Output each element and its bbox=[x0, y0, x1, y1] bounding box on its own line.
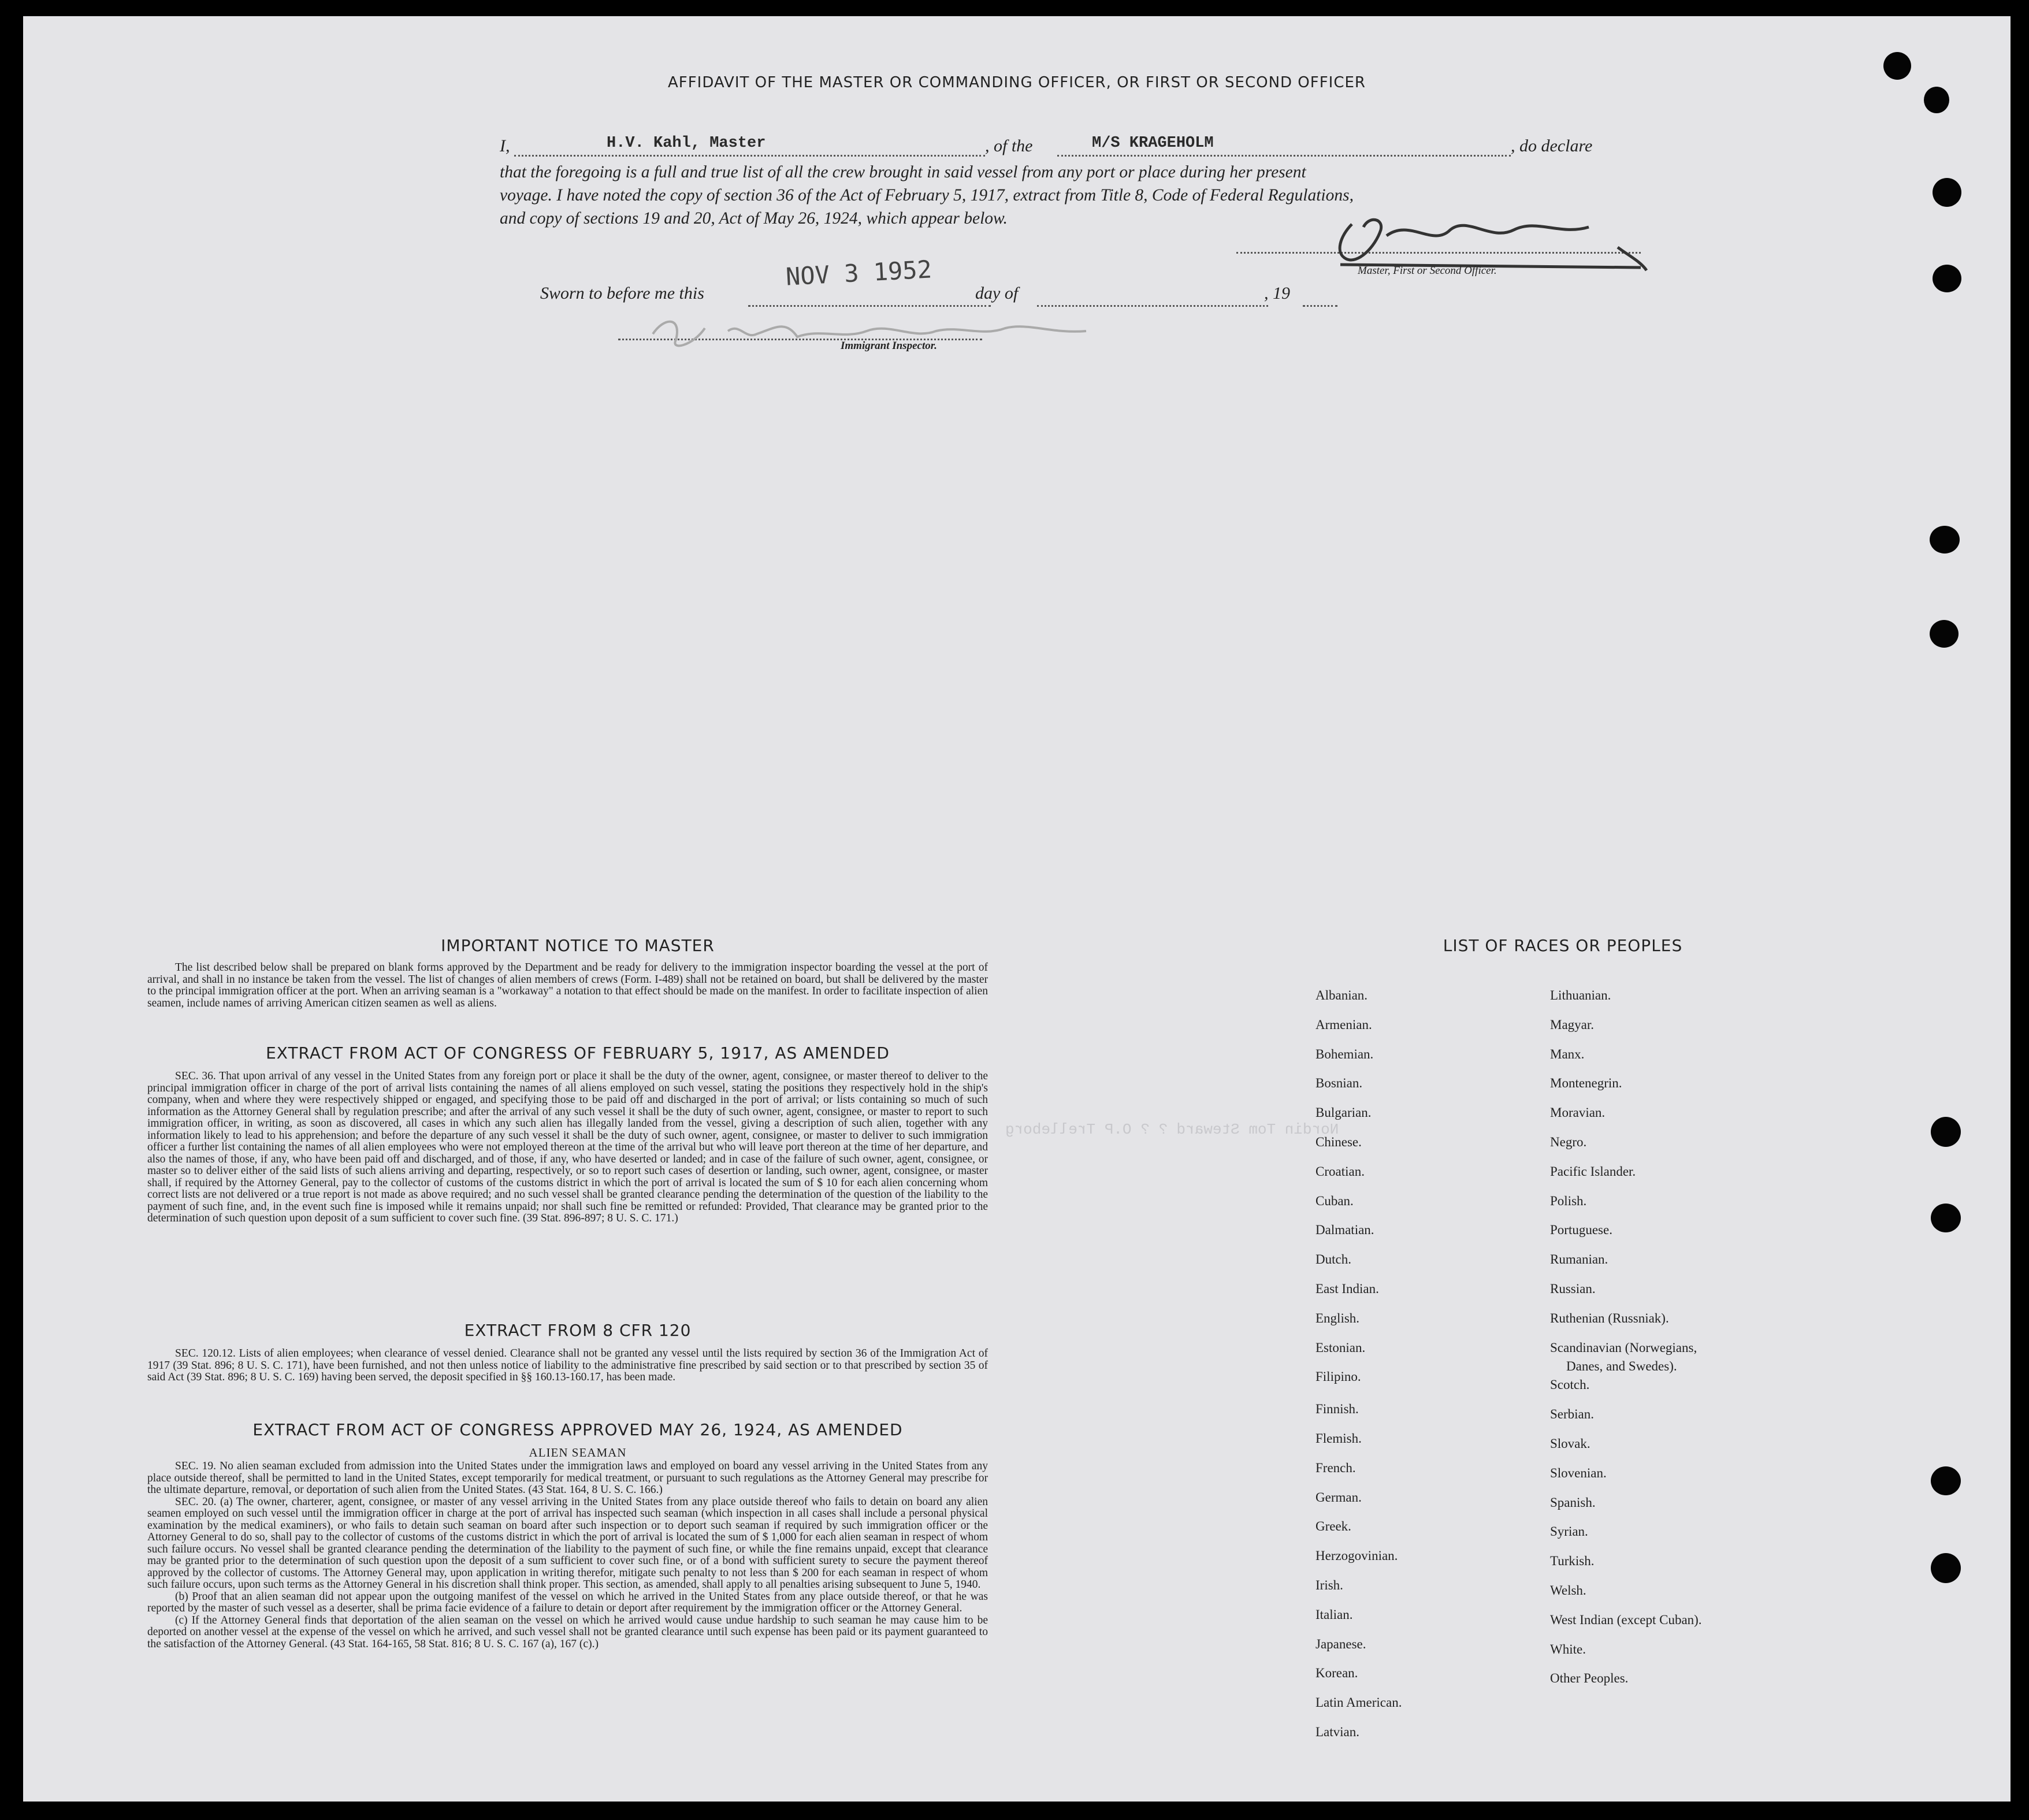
extract-cfr-title: EXTRACT FROM 8 CFR 120 bbox=[464, 1321, 692, 1340]
race-item: French. bbox=[1315, 1460, 1356, 1475]
notice-text: The list described below shall be prepared on blank forms approved by the Department and be ready for delivery to the immigration inspector boarding the vessel at the port of arrival, and shall in no instance be taken from the vessel. The list of changes of alien members of crews (Form. I-489) shall not be retained on board, but shall be delivered by the master to the principal immigration officer at the port. When an arriving seaman is a "workaway" a notation to that effect should be made on the manifest. In order to facilitate inspection of alien seamen, include names of arriving American citizen seamen as well as aliens. bbox=[147, 961, 988, 1009]
day-of-label: day of bbox=[975, 284, 1019, 303]
race-item: Dalmatian. bbox=[1315, 1223, 1374, 1238]
race-item: White. bbox=[1550, 1641, 1586, 1656]
sec-20b-paragraph: (b) Proof that an alien seaman did not appear upon the outgoing manifest of the vessel on which he arrived in the United States from any place outside thereof, or that he was reported by the master of such vessel as a deserter, shall be prima facie evidence of a failure to detain or deport after requirement by the immigration officer or the Attorney General. bbox=[147, 1590, 988, 1614]
race-item: Russian. bbox=[1550, 1282, 1596, 1296]
race-item: Portuguese. bbox=[1550, 1223, 1612, 1238]
race-item: West Indian (except Cuban). bbox=[1550, 1612, 1702, 1627]
affidavit-line-3: and copy of sections 19 and 20, Act of May 26, 1924, which appear below. bbox=[500, 209, 1008, 228]
year-prefix: , 19 bbox=[1264, 284, 1290, 303]
inspector-caption: Immigrant Inspector. bbox=[841, 340, 937, 352]
punch-hole bbox=[1924, 87, 1949, 113]
master-name-field: H.V. Kahl, Master bbox=[607, 135, 766, 152]
punch-hole bbox=[1933, 265, 1961, 292]
race-item: Korean. bbox=[1315, 1666, 1358, 1681]
punch-hole bbox=[1933, 178, 1961, 207]
race-item: Finnish. bbox=[1315, 1402, 1359, 1417]
month-line bbox=[1037, 288, 1268, 307]
i-label: I, bbox=[500, 136, 510, 155]
races-title: LIST OF RACES OR PEOPLES bbox=[1443, 936, 1683, 955]
race-item: Syrian. bbox=[1550, 1524, 1588, 1539]
race-item: Herzogovinian. bbox=[1315, 1548, 1398, 1563]
race-item: Negro. bbox=[1550, 1135, 1587, 1149]
sec-20a-paragraph: SEC. 20. (a) The owner, charterer, agent, consignee, or master of any vessel arriving in the United States from any place outside thereof who fails to detain on board any alien seamen employed on such vessel until the immigration officer in charge at the port of arrival has inspected such seaman (which inspection in all cases shall include a personal physical examination by the medical examiners), or who fails to detain such seaman on board after such inspection or to deport such seaman if required by such immigration officer or the Attorney General to do so, shall pay to the collector of customs of the customs district in which the port of arrival is located the sum of $ 1,000 for each alien seaman in respect of whom such failure occurs. No vessel shall be granted clearance pending the determination of the liability to the payment of such fine, or while the fine remains unpaid, except that clearance may be granted prior to the determination of such question upon the deposit of a sum sufficient to cover such fine, or of a bond with sufficient surety to secure the payment thereof approved by the collector of customs. The Attorney General may, upon application in writing therefor, mitigate such penalty to not less than $ 200 for each seaman in respect of whom such failure occurs, upon such terms as the Attorney General in his discretion shall think proper. This section, as amended, shall apply to all penalties arising subsequent to June 5, 1940. bbox=[147, 1495, 988, 1591]
race-item: Scotch. bbox=[1550, 1377, 1590, 1392]
race-item: Filipino. bbox=[1315, 1369, 1361, 1384]
race-item: Danes, and Swedes). bbox=[1566, 1358, 1677, 1373]
race-item: Welsh. bbox=[1550, 1583, 1586, 1598]
master-caption: Master, First or Second Officer. bbox=[1358, 265, 1497, 277]
affidavit-line-2: voyage. I have noted the copy of section 36 of the Act of February 5, 1917, extract from Title 8, Code of Federal Regulations, bbox=[500, 186, 1354, 205]
race-item: Scandinavian (Norwegians, bbox=[1550, 1340, 1697, 1355]
affidavit-title: AFFIDAVIT OF THE MASTER OR COMMANDING OFFICER, OR FIRST OR SECOND OFFICER bbox=[667, 74, 1366, 91]
punch-hole bbox=[1930, 526, 1960, 554]
extract-1924-body bbox=[147, 1461, 988, 1650]
race-item: Italian. bbox=[1315, 1607, 1353, 1622]
race-item: Turkish. bbox=[1550, 1554, 1595, 1569]
race-item: Serbian. bbox=[1550, 1407, 1595, 1422]
race-item: Moravian. bbox=[1550, 1105, 1606, 1120]
document-page bbox=[23, 16, 2011, 1802]
race-item: Slovenian. bbox=[1550, 1465, 1607, 1480]
race-item: Bosnian. bbox=[1315, 1076, 1363, 1091]
punch-hole bbox=[1931, 1553, 1961, 1583]
race-item: Bulgarian. bbox=[1315, 1105, 1372, 1120]
punch-hole bbox=[1931, 1117, 1961, 1147]
alien-seaman-subtitle: ALIEN SEAMAN bbox=[529, 1446, 627, 1459]
race-item: German. bbox=[1315, 1490, 1362, 1505]
vessel-name-field: M/S KRAGEHOLM bbox=[1092, 135, 1214, 152]
race-item: Slovak. bbox=[1550, 1436, 1591, 1451]
race-item: Cuban. bbox=[1315, 1193, 1354, 1208]
punch-hole bbox=[1931, 1466, 1961, 1495]
race-item: Estonian. bbox=[1315, 1340, 1366, 1355]
sec-20c-paragraph: (c) If the Attorney General finds that deportation of the alien seaman on the vessel on which he arrived would cause undue hardship to such seaman he may cause him to be deported on another vessel at the expense of the vessel on which he arrived, and such vessel shall not be granted clearance until such expense has been paid or its payment guaranteed to the satisfaction of the Attorney General. (43 Stat. 164-165, 58 Stat. 816; 8 U. S. C. 167 (a), 167 (c).) bbox=[147, 1614, 988, 1650]
race-item: East Indian. bbox=[1315, 1282, 1379, 1296]
of-the-label: , of the bbox=[985, 136, 1033, 155]
extract-cfr-text: SEC. 120.12. Lists of alien employees; when clearance of vessel denied. Clearance shall not be granted any vessel until the lists required by section 36 of the Immigration Act of 1917 (39 Stat. 896; 8 U. S. C. 171), have been furnished, and not then unless notice of liability to the administrative fine prescribed by said section or to that prescribed by section 35 of said Act (39 Stat. 896; 8 U. S. C. 169) having been served, the deposit specified in §§ 160.13-160.17, has been made. bbox=[147, 1347, 988, 1383]
race-item: Chinese. bbox=[1315, 1135, 1362, 1149]
extract-1917-text: SEC. 36. That upon arrival of any vessel in the United States from any foreign port or place it shall be the duty of the owner, agent, consignee, or master thereof to deliver to the principal immigration officer in charge of the port of arrival lists containing the names of all aliens employed on such vessel, stating the positions they respectively hold in the ship's company, when and where they were respectively shipped or engaged, and specifying those to be paid off and discharged in the port of arrival; or lists containing so much of such information as the Attorney General shall by regulation prescribe; and after the arrival of any such vessel it shall be the duty of such owner, agent, consignee, or master to report to such immigration officer, in writing, as soon as discovered, all cases in which any such alien has illegally landed from the vessel, giving a description of such alien, together with any information likely to lead to his apprehension; and before the departure of any such vessel it shall be the duty of such owner, agent, consignee, or master to deliver to such immigration officer a further list containing the names of all alien employees who were not employed thereon at the time of the arrival but who will leave port thereon at the time of her departure, and also the names of those, if any, who have been paid off and discharged, and of those, if any, who have deserted or landed; and in case of the failure of such owner, agent, consignee, or master so to deliver either of the said lists of such aliens arriving and departing, respectively, or so to report such cases of desertion or landing, such owner, agent, consignee, or master shall, if required by the Attorney General, pay to the collector of customs of the customs district in which the port of arrival is located the sum of $ 10 for each alien concerning whom correct lists are not delivered or a true report is not made as above required; and no such vessel shall be granted clearance pending the determination of the question of the liability to the payment of such fine, and, in the event such fine is imposed while it remains unpaid; nor shall such fine be remitted or refunded: Provided, That clearance may be granted prior to the determination of such question upon deposit of a sum sufficient to cover such fine. (39 Stat. 896-897; 8 U. S. C. 171.) bbox=[147, 1070, 988, 1224]
race-item: Greek. bbox=[1315, 1519, 1351, 1534]
notice-title: IMPORTANT NOTICE TO MASTER bbox=[441, 936, 715, 955]
sec-19-paragraph: SEC. 19. No alien seaman excluded from admission into the United States under the immigration laws and employed on board any vessel arriving in the United States from any place outside thereof, shall be permitted to land in the United States, except temporarily for medical treatment, or pursuant to such regulations as the Attorney General may prescribe for the ultimate departure, removal, or deportation of such alien from the United States. (43 Stat. 164, 8 U. S. C. 166.) bbox=[147, 1460, 988, 1496]
sworn-date-line bbox=[748, 288, 991, 307]
do-declare-label: , do declare bbox=[1511, 136, 1593, 155]
race-item: Latvian. bbox=[1315, 1725, 1359, 1739]
punch-hole bbox=[1931, 1204, 1961, 1232]
race-item: Irish. bbox=[1315, 1578, 1343, 1592]
race-item: Latin American. bbox=[1315, 1695, 1402, 1710]
sworn-label: Sworn to before me this bbox=[540, 284, 704, 303]
punch-hole bbox=[1930, 620, 1959, 648]
extract-1924-title: EXTRACT FROM ACT OF CONGRESS APPROVED MAY 26, 1924, AS AMENDED bbox=[252, 1420, 903, 1439]
race-item: English. bbox=[1315, 1310, 1360, 1325]
race-item: Flemish. bbox=[1315, 1431, 1362, 1446]
race-item: Albanian. bbox=[1315, 988, 1368, 1002]
race-item: Magyar. bbox=[1550, 1017, 1595, 1032]
race-item: Ruthenian (Russniak). bbox=[1550, 1310, 1669, 1325]
race-item: Armenian. bbox=[1315, 1017, 1372, 1032]
punch-hole bbox=[1883, 52, 1911, 80]
race-item: Montenegrin. bbox=[1550, 1076, 1622, 1091]
race-item: Other Peoples. bbox=[1550, 1671, 1629, 1686]
race-item: Manx. bbox=[1550, 1046, 1585, 1061]
race-item: Pacific Islander. bbox=[1550, 1164, 1636, 1179]
race-item: Dutch. bbox=[1315, 1252, 1351, 1267]
bleed-through-text: Nordin Tom Steward ? ? O.P Trelleborg bbox=[1005, 1121, 1339, 1138]
race-item: Polish. bbox=[1550, 1193, 1587, 1208]
affidavit-line-1: that the foregoing is a full and true list of all the crew brought in said vessel from any port or place during her present bbox=[500, 163, 1306, 181]
year-line bbox=[1303, 288, 1337, 307]
race-item: Bohemian. bbox=[1315, 1046, 1374, 1061]
race-item: Rumanian. bbox=[1550, 1252, 1608, 1267]
race-item: Spanish. bbox=[1550, 1495, 1596, 1510]
extract-1917-title: EXTRACT FROM ACT OF CONGRESS OF FEBRUARY 5, 1917, AS AMENDED bbox=[266, 1043, 890, 1063]
race-item: Lithuanian. bbox=[1550, 988, 1611, 1002]
race-item: Croatian. bbox=[1315, 1164, 1365, 1179]
date-stamp: NOV 3 1952 bbox=[785, 255, 932, 291]
race-item: Japanese. bbox=[1315, 1636, 1366, 1651]
